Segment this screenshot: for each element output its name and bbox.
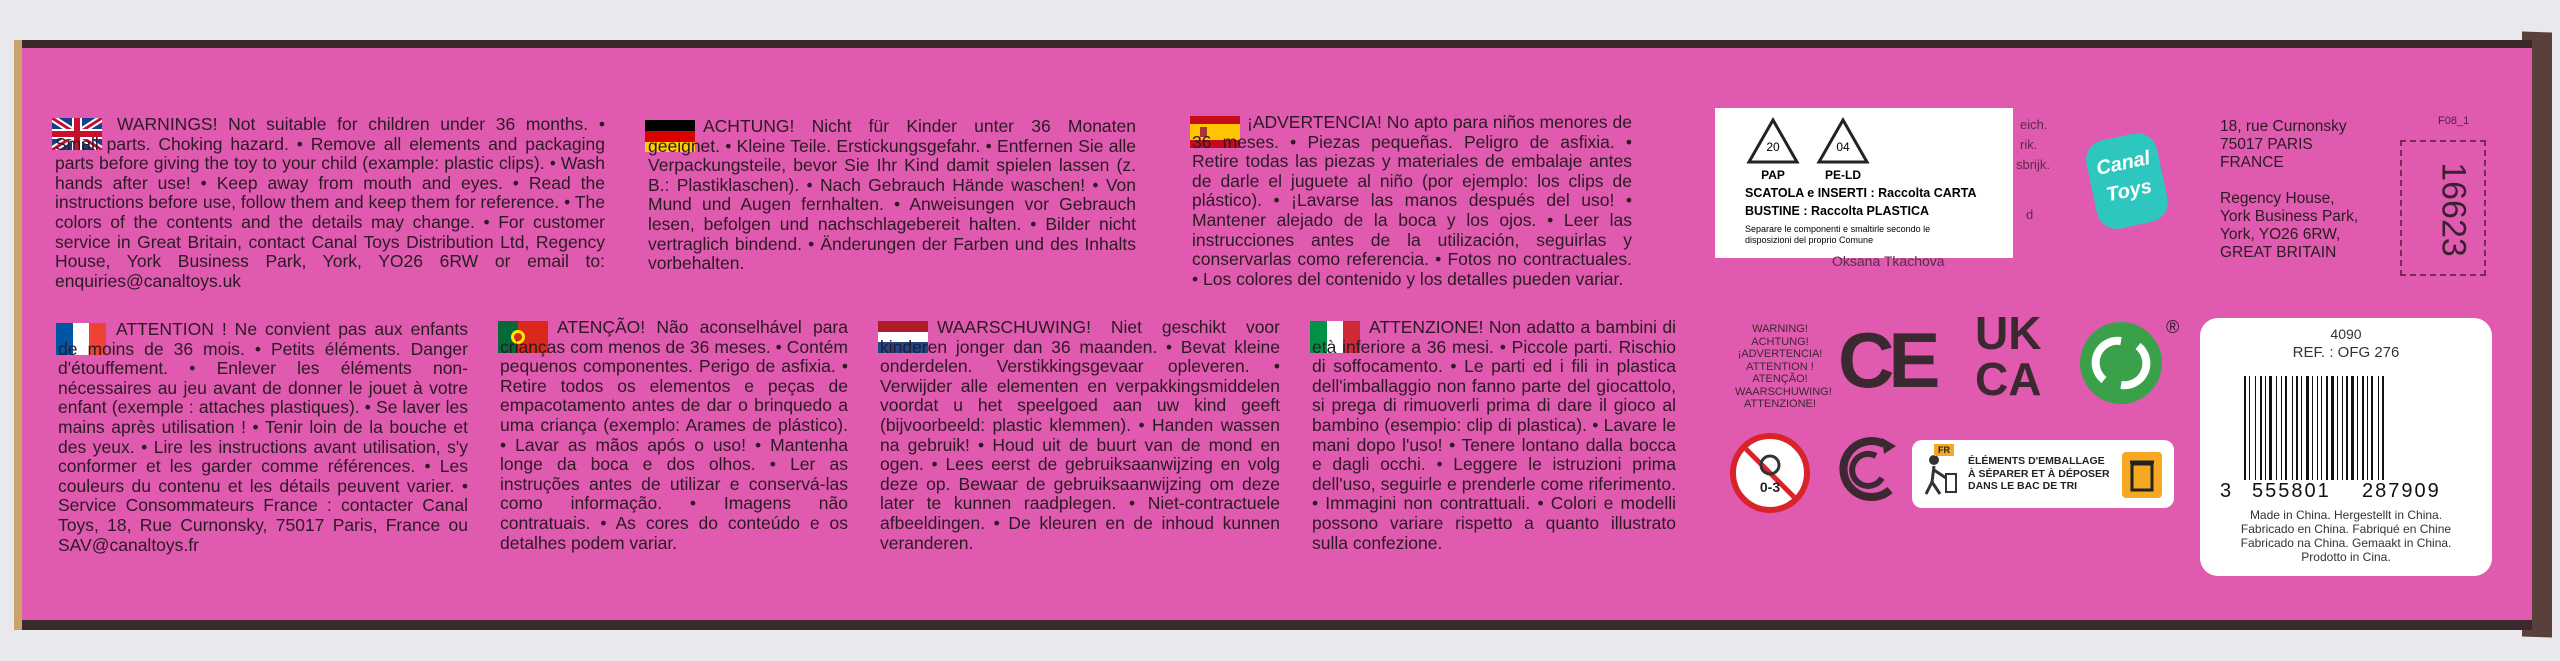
stamp-number: 16623 [2434, 162, 2473, 257]
triman-icon [1832, 432, 1904, 508]
recycle-label-1: PAP [1761, 168, 1785, 182]
barcode-bar [2326, 376, 2328, 480]
warning-text-french: ATTENTION ! Ne convient pas aux enfants de moins de 36 mois. • Petits éléments. Danger d'étouffement. • Enlever les éléments non-nécessaires au jeu avant de donner le jouet à votre enfant (exemple : attaches plastiques). • Se laver les mains après utilisation ! • Tenir loin de la bouche et des yeux. • Lire les instructions avant utilisation, s'y conformer et les garder comme références. • Les couleurs du contenu et les détails peuvent varier. • Service Consommateurs France : contacter Canal Toys, 18, Rue Curnonsky, 75017 Paris, France ou SAV@canaltoys.fr [58, 319, 468, 555]
barcode-bar [2265, 376, 2266, 480]
barcode-bar [2342, 376, 2343, 480]
warning-multilingual: WARNING! ACHTUNG! ¡ADVERTENCIA! ATTENTION ! ATENÇÃO! WAARSCHUWING! ATTENZIONE! [1735, 323, 1832, 410]
barcode-bar [2359, 376, 2361, 480]
barcode-bar [2314, 376, 2316, 480]
barcode-bar [2263, 376, 2264, 480]
ce-mark: CE [1838, 316, 1935, 404]
barcode-bar [2306, 376, 2309, 480]
sorting-person-icon [1920, 452, 1960, 496]
barcode-bar [2321, 376, 2322, 480]
barcode-bar [2288, 376, 2291, 480]
stamp-code: F08_1 [2438, 115, 2470, 127]
yellow-bin-icon [2122, 452, 2162, 498]
product-reference: REF. : OFG 276 [2292, 344, 2400, 361]
barcode-bar [2255, 376, 2256, 480]
partial-side-text: d [2026, 207, 2034, 222]
warning-text-english: WARNINGS! Not suitable for children under 36 months. • Small parts. Choking hazard. • Remove all elements and packaging parts before giving the toy to your child (example: plastic clips). • Wash hands after use! • Keep away from mouth and eyes. • Read the instructions before use, follow them and keep them for reference. • The colors of the contents and the details may change. • For customer service in Great Britain, contact Canal Toys Distribution Ltd, Regency House, York Business Park, York, YO26 6RW or email to: enquiries@canaltoys.uk [55, 114, 605, 291]
barcode-bar [2349, 376, 2350, 480]
barcode-bar [2362, 376, 2364, 480]
barcode-bar [2346, 376, 2348, 480]
warning-text-spanish: ¡ADVERTENCIA! No apto para niños menores de 36 meses. • Piezas pequeñas. Peligro de asfixia. • Retire todas las piezas y materiales de embalaje antes de darle el juguete al niño (por ejemplo: los clips de plástico). • ¡Lavarse las manos después del uso! • Mantener alejado de la boca y los ojos. • Leer las instrucciones antes de la utilización, seguirlas y conservarlas como referencia. • Fotos no contractuales. • Los colores del contenido y los detalles pueden variar. [1192, 112, 1632, 289]
barcode-bar [2249, 376, 2250, 480]
barcode-bar [2385, 376, 2386, 480]
barcode-bar [2260, 376, 2262, 480]
warning-text-dutch: WAARSCHUWING! Niet geschikt voor kinderen jonger dan 36 maanden. • Bevat kleine onderdelen. Verstikkingsgevaar opleveren. • Verwijder alle elementen en verpakkingsmiddelen voordat u het speelgoed aan uw kind geeft (bijvoorbeeld: plastic klemmen). • Handen wassen na gebruik! • Houd uit de buurt van de mond en ogen. • Lees eerst de gebruiksaanwijzing en volg deze op. Bewaar de gebruiksaanwijzing om deze later te kunnen raadplegen. • Niet-contractuele afbeeldingen. • De kleuren en de inhoud kunnen veranderen. [880, 317, 1280, 553]
barcode-digits-left: 555801 [2252, 480, 2331, 502]
image-credit: Oksana Tkachova [1832, 253, 1945, 269]
barcode-bar [2269, 376, 2272, 480]
warning-text-italian: ATTENZIONE! Non adatto a bambini di età inferiore a 36 mesi. • Piccole parti. Rischio di soffocamento. • Le parti ed i fili in plastica dell'imballaggio non fanno parte del giocattolo, si prega di rimuoverli prima di dare il gioco al bambino (esempio: clip di plastica). • Lavare le mani dopo l'uso! • Tenere lontano dalla bocca e dagli occhi. • Leggere le istruzioni prima dell'uso, seguirle e prenderle come riferimento. • Immagini non contrattuali. • Colori e modelli possono variare rispetto a quanto illustrato sulla confezione. [1312, 317, 1676, 553]
barcode-bar [2317, 376, 2318, 480]
barcode-bar [2329, 376, 2330, 480]
barcode-bar [2257, 376, 2259, 480]
barcode-bar [2251, 376, 2254, 480]
info-tri-label [1912, 440, 2174, 508]
barcode-bar [2247, 376, 2248, 480]
barcode-ean13 [2244, 376, 2462, 480]
barcode-bar [2312, 376, 2313, 480]
partial-side-text: rik. [2020, 137, 2038, 152]
barcode-bar [2365, 376, 2366, 480]
warning-text-portuguese: ATENÇÃO! Não aconselhável para crianças com menos de 36 meses. • Contém pequenos componentes. Perigo de asfixia. • Retire todos os elementos e peças de empacotamento antes de dar o brinquedo a uma criança (exemplo: Arames de plástico). • Lavar as mãos após o uso! • Mantenha longe da boca e dos olhos. • Ler as instruções antes de utilizar e conservá-las como informação. • Imagens não contratuais. • As cores do conteúdo e os detalhes podem variar. [500, 317, 848, 553]
barcode-bar [2273, 376, 2275, 480]
barcode-bar [2283, 376, 2284, 480]
barcode-bar [2344, 376, 2345, 480]
barcode-bar [2367, 376, 2368, 480]
recycle-line-box: SCATOLA e INSERTI : Raccolta CARTA [1745, 186, 1977, 200]
barcode-bar [2337, 376, 2338, 480]
barcode-bar [2335, 376, 2336, 480]
barcode-digits-right: 287909 [2362, 480, 2441, 502]
barcode-bar [2294, 376, 2295, 480]
made-in-china-text: Made in China. Hergestellt in China. Fabricado en China. Fabriqué en Chine Fabricado na China. Gemaakt in China. Prodotto in Cina. [2240, 508, 2452, 564]
barcode-bar [2323, 376, 2325, 480]
recycling-label [1715, 108, 2013, 258]
address-uk: Regency House, York Business Park, York, YO26 6RW, GREAT BRITAIN [2220, 190, 2359, 261]
age-warning-icon: 0-3 [1730, 433, 1810, 513]
registered-mark: ® [2166, 317, 2180, 337]
barcode-panel [2200, 318, 2492, 576]
barcode-bar [2319, 376, 2320, 480]
recycle-code-1: 20 [1766, 140, 1780, 154]
recycle-code-2: 04 [1836, 140, 1850, 154]
barcode-bar [2380, 376, 2381, 480]
green-dot-recycling-icon [2080, 322, 2162, 404]
product-number: 4090 [2330, 326, 2362, 342]
barcode-bar [2331, 376, 2334, 480]
barcode-bar [2369, 376, 2370, 480]
fr-badge: FR [1934, 444, 1954, 456]
barcode-bar [2292, 376, 2293, 480]
barcode-bar [2374, 376, 2377, 480]
barcode-bar [2301, 376, 2302, 480]
barcode-bar [2276, 376, 2277, 480]
address-france: 18, rue Curnonsky 75017 PARIS FRANCE [2220, 118, 2347, 171]
barcode-bar [2299, 376, 2300, 480]
partial-side-text: eich. [2020, 117, 2048, 132]
barcode-digit-first: 3 [2220, 480, 2233, 502]
barcode-bar [2371, 376, 2373, 480]
barcode-bar [2278, 376, 2280, 480]
barcode-bar [2281, 376, 2282, 480]
warning-text-german: ACHTUNG! Nicht für Kinder unter 36 Monaten geeignet. • Kleine Teile. Erstickungsgefahr. • Entfernen Sie alle Verpackungsteile, bevor Sie Ihr Kind damit spielen lassen (z. B.: Plastiklaschen). • Nach Gebrauch Hände waschen! • Von Mund und Augen fernhalten. • Anweisungen vor Gebrauch lesen, befolgen und nachschlagebereit halten. • Bilder nicht vertraglich bindend. • Änderungen der Farben und des Inhalts vorbehalten. [648, 116, 1136, 274]
ukca-mark-top: UK [1975, 307, 2042, 359]
barcode-bar [2285, 376, 2287, 480]
recycle-label-2: PE-LD [1825, 168, 1861, 182]
partial-side-text: sbrijk. [2016, 157, 2050, 172]
barcode-bar [2296, 376, 2298, 480]
barcode-bar [2351, 376, 2354, 480]
barcode-bar [2357, 376, 2358, 480]
recycle-line-bag: BUSTINE : Raccolta PLASTICA [1745, 204, 1930, 218]
barcode-bar [2378, 376, 2379, 480]
canal-toys-logo: Canal Toys [2082, 130, 2173, 243]
barcode-bar [2339, 376, 2341, 480]
barcode-bar [2244, 376, 2246, 480]
barcode-bar [2267, 376, 2268, 480]
info-tri-text: ÉLÉMENTS D'EMBALLAGE À SÉPARER ET À DÉPOSER DANS LE BAC DE TRI [1968, 455, 2110, 492]
barcode-bar [2382, 376, 2384, 480]
barcode-bar [2355, 376, 2356, 480]
ukca-mark-bottom: CA [1975, 353, 2042, 405]
barcode-bar [2310, 376, 2311, 480]
recycle-note: Separare le componenti e smaltirle secondo le disposizioni del proprio Comune [1745, 224, 1931, 245]
barcode-bar [2303, 376, 2305, 480]
